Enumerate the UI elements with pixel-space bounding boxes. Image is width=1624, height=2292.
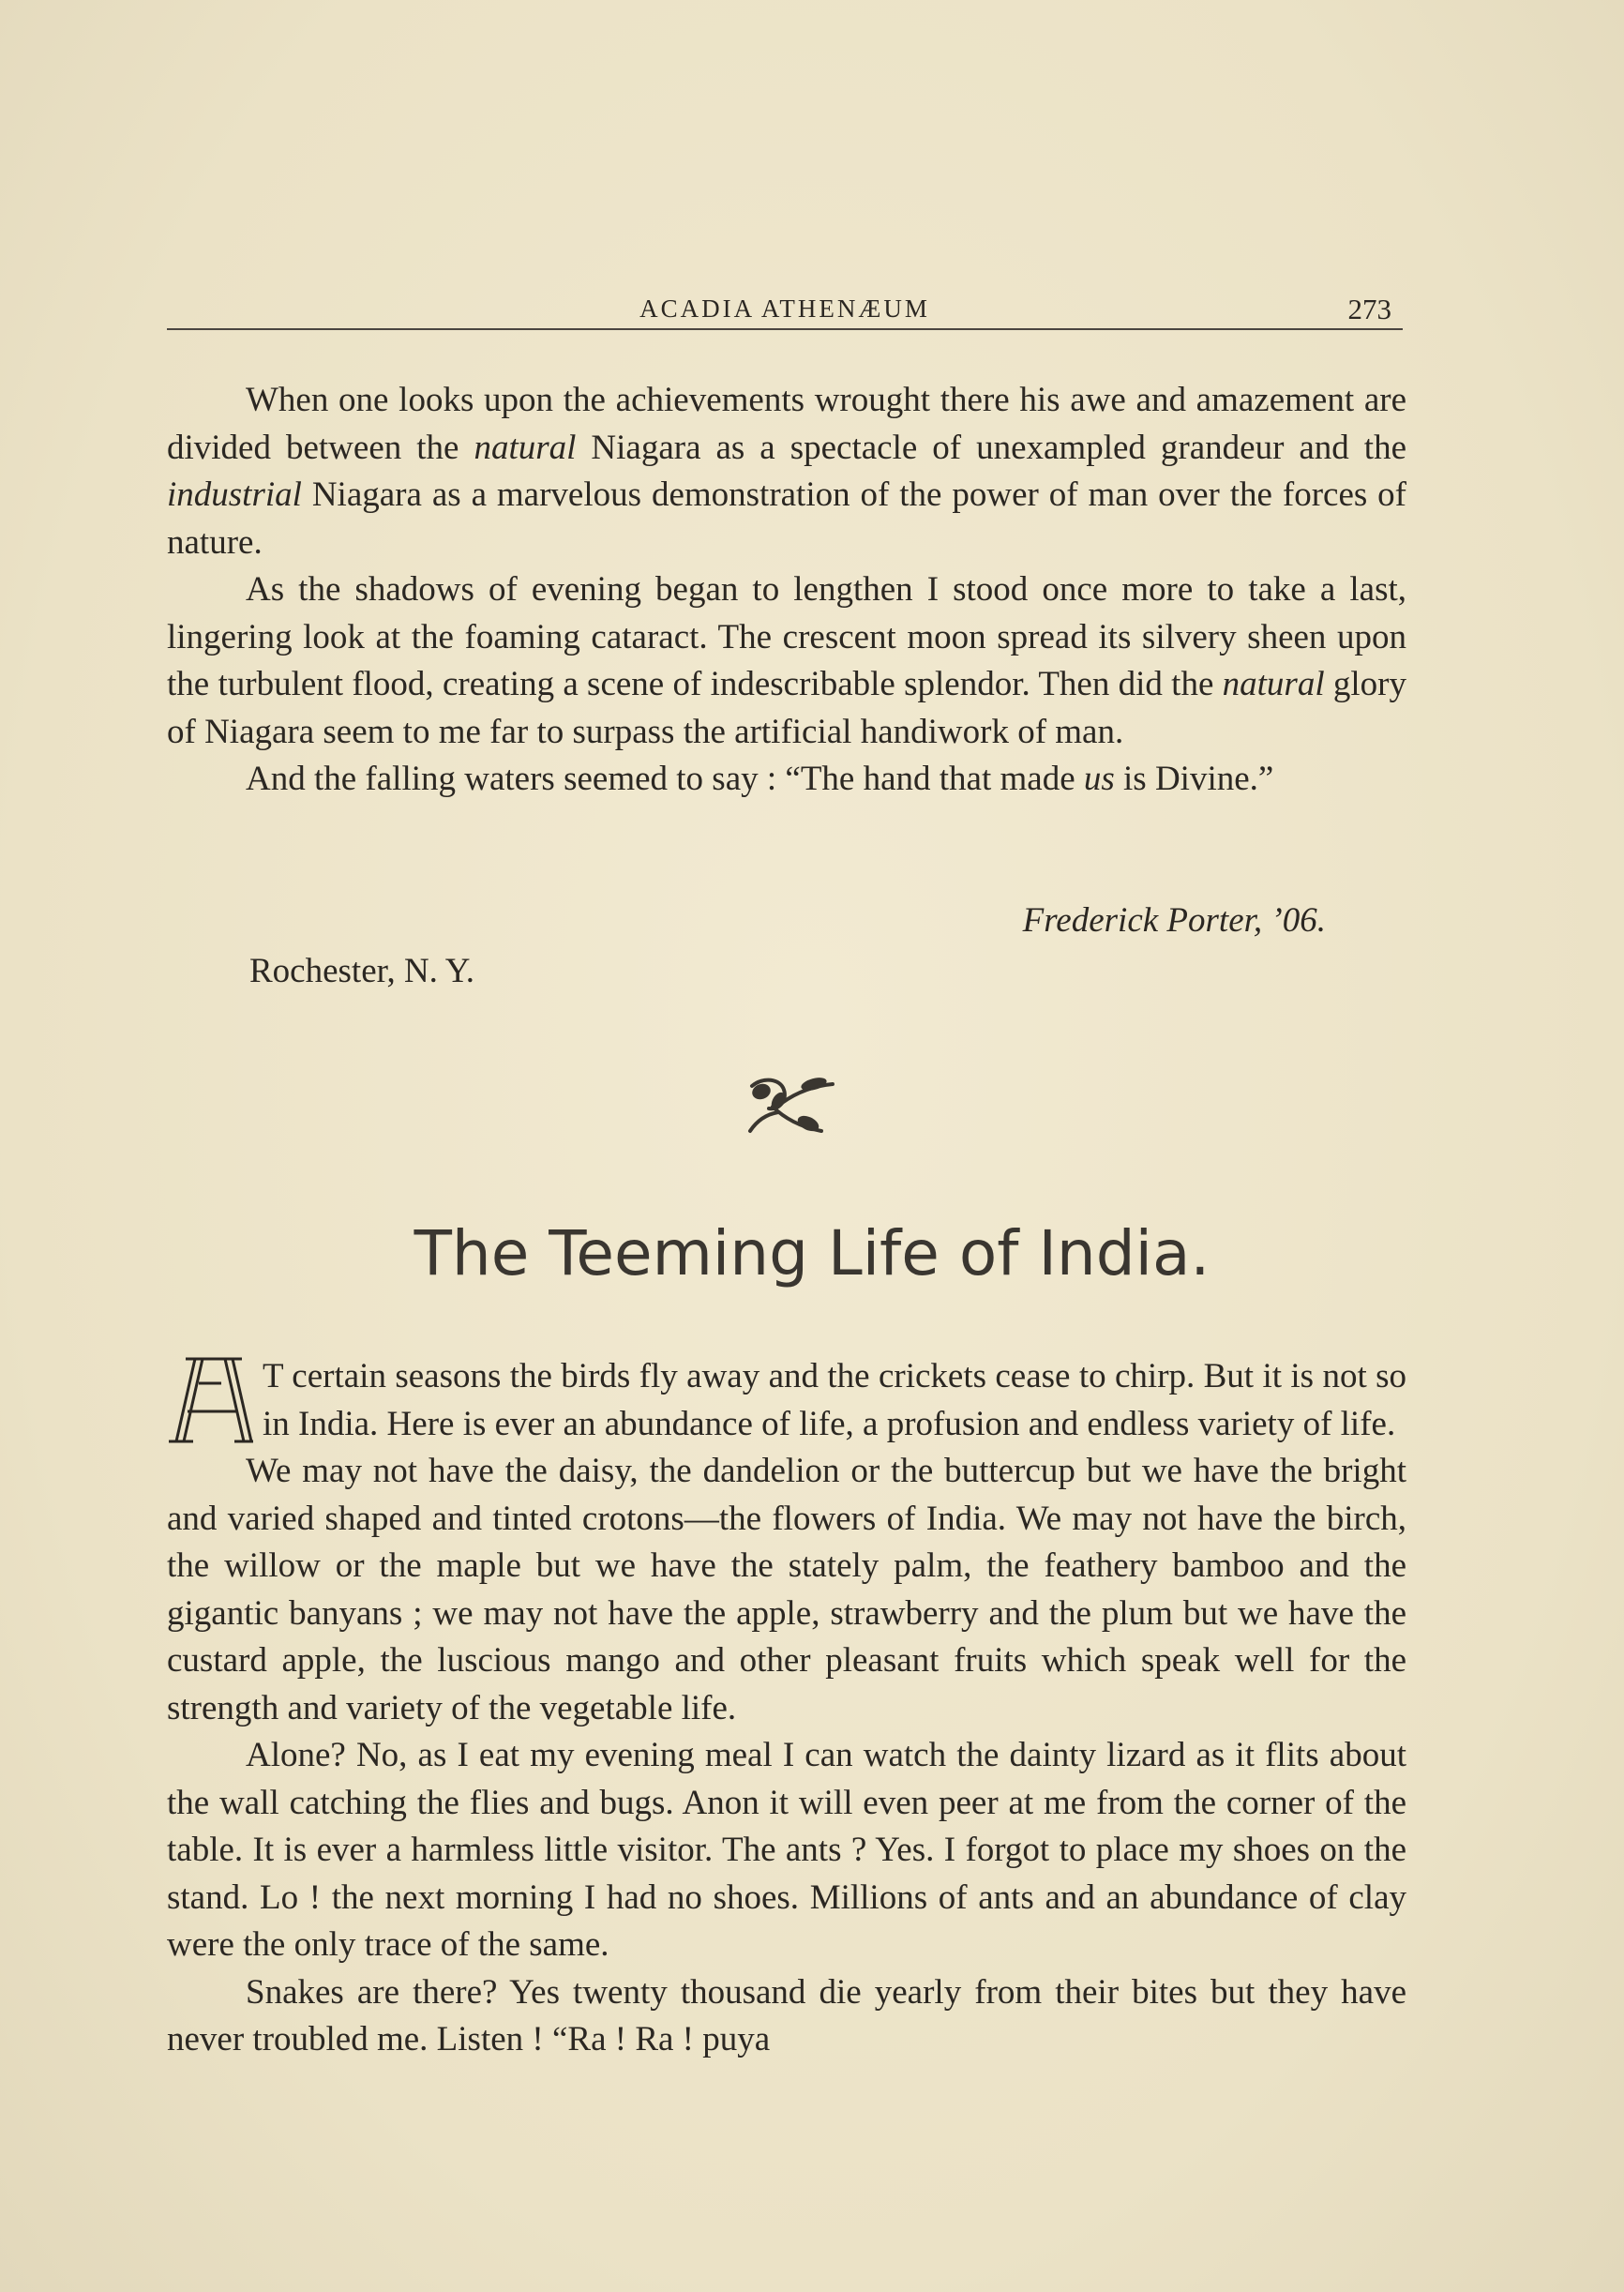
- dateline: Rochester, N. Y.: [249, 952, 475, 990]
- paragraph: As the shadows of evening began to lengthen I stood once more to take a last, lingering look at the foaming cataract. The crescent moon spread its silvery sheen upon the turbulent flood, creating a scene of indescribable splendor. Then did the natural glory of Niagara seem to me far to surpass the artificial handiwork of man.: [167, 570, 1406, 751]
- paragraph: When one looks upon the achievements wrought there his awe and amazement are divided between the natural Niagara as a spectacle of unexampled grandeur and the industrial Niagara as a marvelous demonstration of the power of man over the forces of nature.: [167, 381, 1406, 562]
- emphasis: industrial: [167, 475, 302, 514]
- emphasis: us: [1083, 760, 1115, 798]
- running-header: [167, 291, 1403, 330]
- author-signature: Frederick Porter, ’06.: [1022, 901, 1326, 940]
- emphasis: natural: [474, 428, 577, 467]
- previous-article-ending: [167, 377, 1406, 804]
- emphasis: natural: [1222, 665, 1325, 703]
- fleuron-ornament-icon: [735, 1069, 848, 1144]
- page-number: 273: [1347, 293, 1391, 325]
- article-body: [167, 1353, 1406, 2064]
- article-title: The Teeming Life of India.: [414, 1217, 1210, 1289]
- paragraph: Snakes are there? Yes twenty thousand die yearly from their bites but they have never troubled me. Listen ! “Ra ! Ra ! puya: [167, 1972, 1406, 2058]
- paragraph: We may not have the daisy, the dandelion or the buttercup but we have the bright and varied shaped and tinted crotons—the flowers of India. We may not have the birch, the willow or the maple but we have the stately palm, the feathery bamboo and the gigantic banyans ; we may not have the apple, strawberry and the plum but we have the custard apple, the luscious mango and other pleasant fruits which speak well for the strength and variety of the vegetable life.: [167, 1452, 1406, 1727]
- paragraph: T certain seasons the birds fly away and the crickets cease to chirp. But it is not so in India. Here is ever an abundance of life, a profusion and endless variety of life.: [167, 1353, 1406, 1448]
- dropcap-initial: [167, 1355, 253, 1445]
- paragraph: And the falling waters seemed to say : “The hand that made us is Divine.”: [246, 760, 1274, 798]
- journal-title: ACADIA ATHENÆUM: [639, 294, 930, 323]
- paragraph: Alone? No, as I eat my evening meal I can watch the dainty lizard as it flits about the wall catching the flies and bugs. Anon it will even peer at me from the corner of the table. It is ever a harmless little visitor. The ants ? Yes. I forgot to place my shoes on the stand. Lo ! the next morning I had no shoes. Millions of ants and an abundance of clay were the only trace of the same.: [167, 1736, 1406, 1964]
